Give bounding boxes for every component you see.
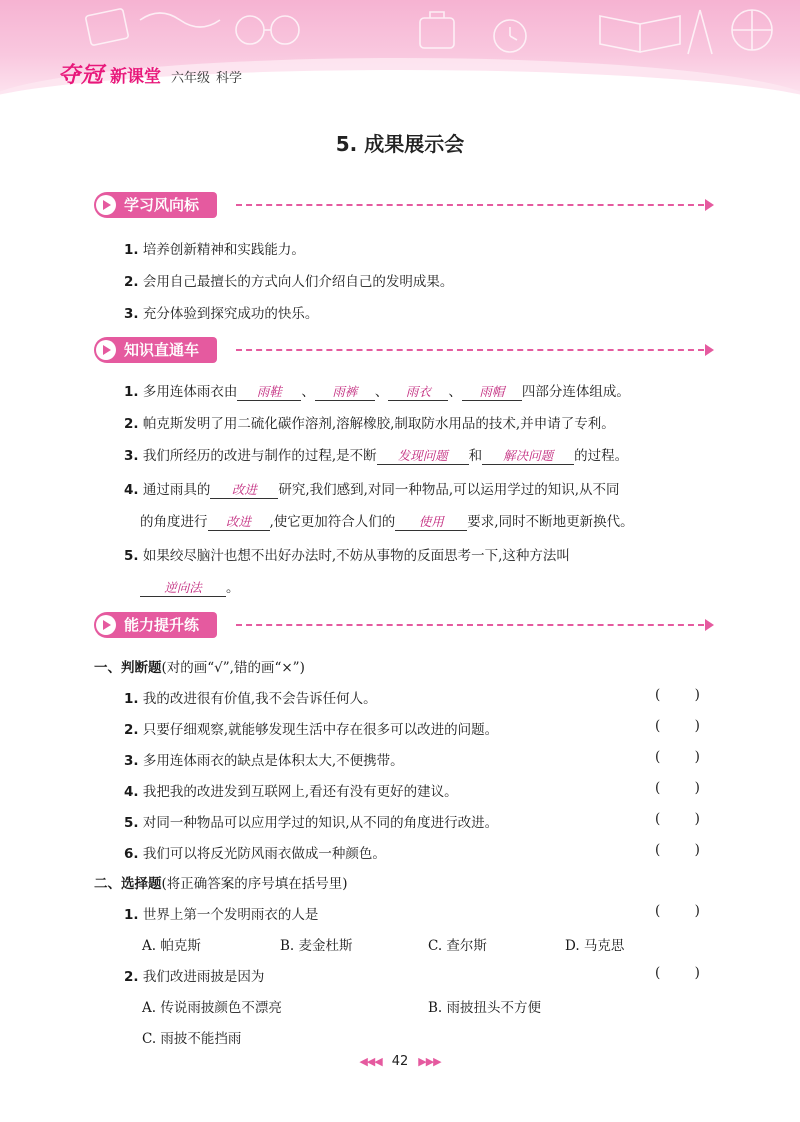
judge-item: 5. 对同一种物品可以应用学过的知识,从不同的角度进行改进。	[124, 815, 499, 831]
header-banner	[0, 0, 800, 100]
choice-q1: 1. 世界上第一个发明雨衣的人是	[124, 907, 319, 923]
section-header-goals	[94, 192, 714, 220]
knowledge-q3: 3. 我们所经历的改进与制作的过程,是不断 发现问题 和 解决问题 的过程。	[124, 448, 629, 464]
subject-label: 科学	[216, 71, 243, 86]
judge-item: 4. 我把我的改进发到互联网上,看还有没有更好的建议。	[124, 784, 458, 800]
answer-blank: 雨衣	[388, 384, 448, 401]
judge-item: 6. 我们可以将反光防风雨衣做成一种颜色。	[124, 846, 386, 862]
answer-paren[interactable]: ( )	[655, 687, 700, 703]
goal-item: 3. 充分体验到探究成功的快乐。	[124, 306, 319, 322]
answer-paren[interactable]: ( )	[655, 718, 700, 734]
page-footer	[0, 1054, 800, 1069]
knowledge-q2: 2. 帕克斯发明了用二硫化碳作溶剂,溶解橡胶,制取防水用品的技术,并申请了专利。	[124, 416, 615, 432]
play-icon	[96, 340, 116, 360]
answer-blank: 解决问题	[482, 448, 574, 465]
section-header-knowledge	[94, 337, 714, 365]
play-icon	[96, 615, 116, 635]
judge-item: 1. 我的改进很有价值,我不会告诉任何人。	[124, 691, 377, 707]
answer-blank: 改进	[210, 482, 278, 499]
judge-item: 2. 只要仔细观察,就能够发现生活中存在很多可以改进的问题。	[124, 722, 499, 738]
brand-sub: 新课堂	[110, 67, 162, 87]
answer-blank: 逆向法	[140, 580, 226, 597]
answer-blank: 使用	[395, 514, 467, 531]
choice-option: B. 雨披扭头不方便	[428, 1000, 542, 1016]
page-title: 5. 成果展示会	[335, 132, 465, 156]
choice-option: B. 麦金杜斯	[280, 938, 353, 954]
choice-option: C. 雨披不能挡雨	[142, 1031, 242, 1047]
page-number: 42	[391, 1054, 409, 1069]
answer-paren[interactable]: ( )	[655, 811, 700, 827]
choice-q2: 2. 我们改进雨披是因为	[124, 969, 265, 985]
knowledge-q4: 4. 通过雨具的 改进 研究,我们感到,对同一种物品,可以运用学过的知识,从不同	[124, 482, 620, 498]
goal-item: 2. 会用自己最擅长的方式向人们介绍自己的发明成果。	[124, 274, 454, 290]
answer-paren[interactable]: ( )	[655, 780, 700, 796]
choice-option: A. 帕克斯	[142, 938, 201, 954]
section-header-practice	[94, 612, 714, 640]
answer-blank: 雨裤	[315, 384, 375, 401]
choice-option: D. 马克思	[565, 938, 625, 954]
section-title: 能力提升练	[124, 616, 200, 634]
section-title: 学习风向标	[124, 196, 200, 214]
brand-logo	[58, 58, 242, 89]
play-icon	[96, 195, 116, 215]
triangles-right-icon: ▶▶▶	[418, 1055, 441, 1068]
arrow-right-icon	[705, 619, 714, 631]
answer-paren[interactable]: ( )	[655, 842, 700, 858]
answer-blank: 雨帽	[462, 384, 522, 401]
answer-blank: 改进	[208, 514, 270, 531]
grade-label: 六年级	[171, 71, 211, 86]
answer-paren[interactable]: ( )	[655, 749, 700, 765]
triangles-left-icon: ◀◀◀	[359, 1055, 382, 1068]
brand-main: 夺冠	[58, 63, 105, 88]
answer-blank: 发现问题	[377, 448, 469, 465]
judge-item: 3. 多用连体雨衣的缺点是体积太大,不便携带。	[124, 753, 404, 769]
knowledge-q1: 1. 多用连体雨衣由 雨鞋 、 雨裤 、 雨衣 、 雨帽 四部分连体组成。	[124, 384, 630, 400]
knowledge-q4-cont: 的角度进行 改进 ,使它更加符合人们的 使用 要求,同时不断地更新换代。	[140, 514, 634, 530]
choice-option: A. 传说雨披颜色不漂亮	[142, 1000, 282, 1016]
judge-heading: 一、判断题(对的画“√”,错的画“×”)	[94, 660, 305, 676]
arrow-right-icon	[705, 199, 714, 211]
section-title: 知识直通车	[124, 341, 200, 359]
knowledge-q5: 5. 如果绞尽脑汁也想不出好办法时,不妨从事物的反面思考一下,这种方法叫	[124, 548, 570, 564]
choice-option: C. 查尔斯	[428, 938, 487, 954]
answer-paren[interactable]: ( )	[655, 965, 700, 981]
choice-heading: 二、选择题(将正确答案的序号填在括号里)	[94, 876, 348, 892]
knowledge-q5-cont: 逆向法 。	[140, 576, 240, 597]
answer-paren[interactable]: ( )	[655, 903, 700, 919]
answer-blank: 雨鞋	[237, 384, 301, 401]
goal-item: 1. 培养创新精神和实践能力。	[124, 242, 305, 258]
arrow-right-icon	[705, 344, 714, 356]
